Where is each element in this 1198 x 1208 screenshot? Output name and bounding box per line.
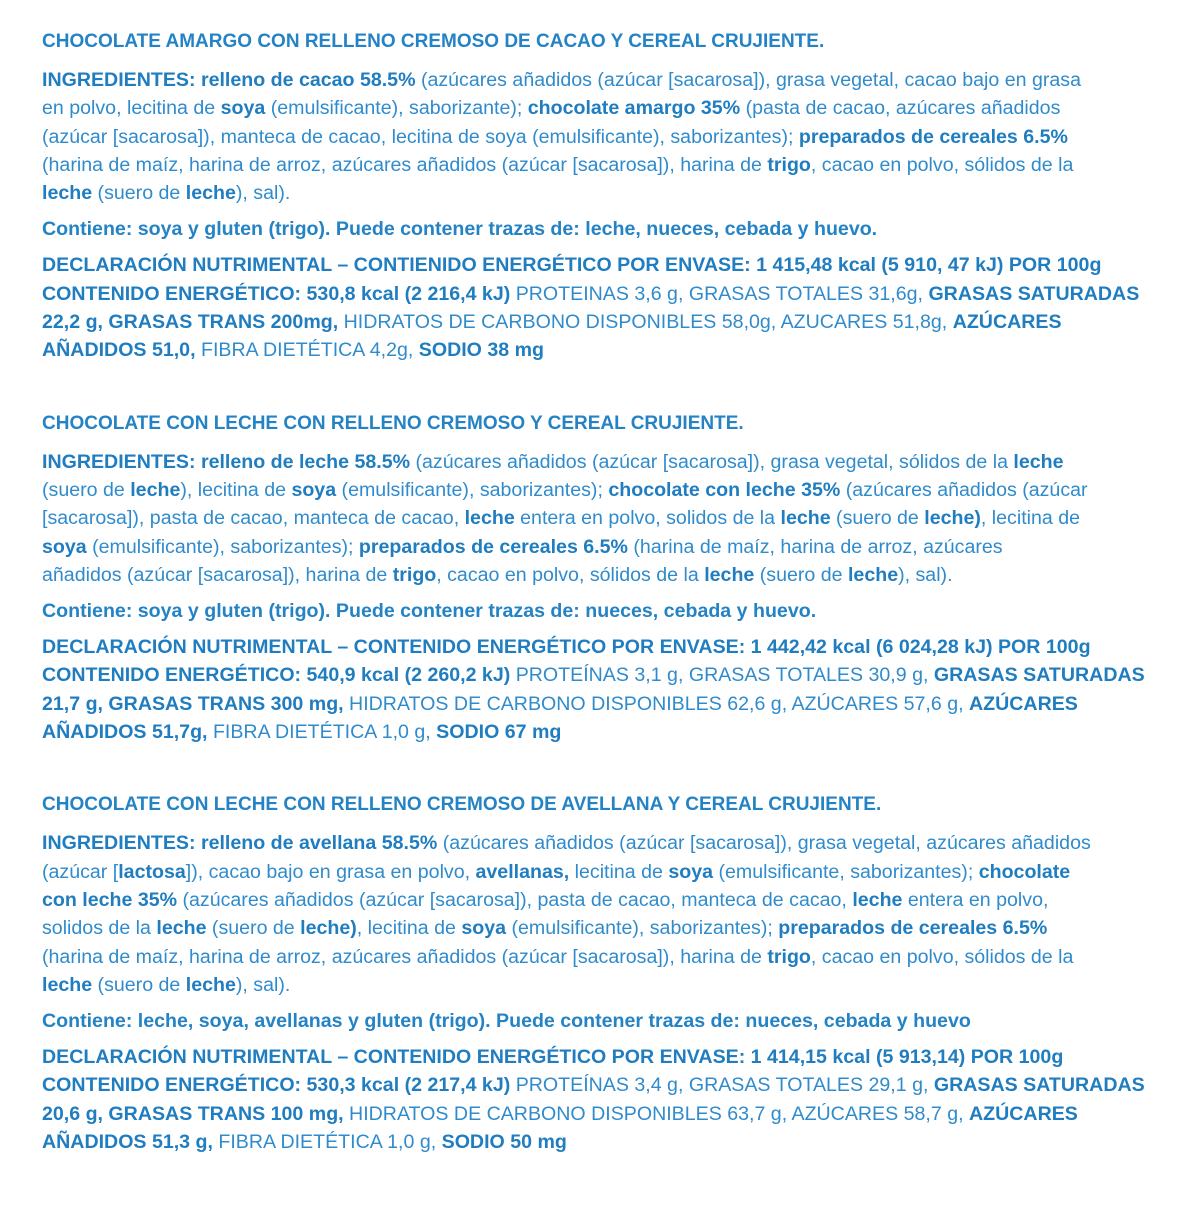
bold-text-run: leche: [130, 478, 181, 501]
bold-text-run: AÑADIDOS 51,0,: [42, 339, 196, 362]
allergen-statement: Contiene: leche, soya, avellanas y gluten (trigo). Puede contener trazas de: nueces, cebada y huevo: [42, 1010, 971, 1033]
bold-text-run: SODIO 67 mg: [436, 721, 562, 744]
text-run: (emulsificante), saborizante);: [265, 97, 528, 120]
text-run: (azúcares añadidos (azúcar [sacarosa]), grasa vegetal, cacao bajo en grasa: [415, 69, 1081, 91]
text-run: entera en polvo, solidos de la: [514, 507, 781, 530]
text-line: [42, 533, 1156, 561]
text-line: [42, 914, 1156, 942]
bold-text-run: soya: [220, 97, 266, 120]
product-section-dark-chocolate: [42, 28, 1156, 365]
text-line: [42, 476, 1156, 504]
bold-text-run: trigo: [392, 563, 437, 586]
bold-text-run: leche): [924, 507, 981, 530]
bold-text-run: CONTENIDO ENERGÉTICO: 530,3 kcal (2 217,4 kJ): [42, 1074, 511, 1097]
bold-text-run: leche: [852, 888, 903, 911]
text-run: (azúcares añadidos (azúcar [sacarosa]), pasta de cacao, manteca de cacao,: [177, 888, 853, 911]
bold-text-run: AZÚCARES: [969, 692, 1078, 715]
text-run: (azúcares añadidos (azúcar [sacarosa]), grasa vegetal, sólidos de la: [410, 450, 1014, 473]
text-line: [42, 179, 1156, 207]
text-run: (emulsificante), saborizantes);: [86, 535, 359, 558]
text-line: [42, 251, 1156, 279]
bold-text-run: soya: [291, 478, 337, 501]
text-run: FIBRA DIETÉTICA 1,0 g,: [212, 1131, 442, 1154]
text-run: entera en polvo,: [902, 888, 1049, 911]
bold-text-run: leche: [847, 563, 899, 586]
text-run: (azúcar [sacarosa]), manteca de cacao, lecitina de soya (emulsificante), saborizantes);: [42, 125, 799, 148]
allergen-statement: Contiene: soya y gluten (trigo). Puede contener trazas de: nueces, cebada y huevo.: [42, 600, 817, 623]
text-line: [42, 123, 1156, 151]
bold-text-run: con leche 35%: [42, 888, 178, 911]
text-run: , cacao en polvo, sólidos de la: [810, 153, 1074, 176]
bold-text-run: leche: [185, 973, 236, 996]
product-title: CHOCOLATE AMARGO CON RELLENO CREMOSO DE CACAO Y CEREAL CRUJIENTE.: [42, 31, 825, 52]
bold-text-run: leche: [780, 507, 831, 530]
text-line: [42, 661, 1156, 689]
text-line: [42, 1071, 1156, 1099]
bold-text-run: leche: [464, 507, 515, 530]
bold-text-run: chocolate: [978, 860, 1071, 883]
bold-text-run: AZÚCARES: [952, 311, 1062, 334]
nutrition-declaration: [42, 1043, 1156, 1156]
bold-text-run: INGREDIENTES: relleno de leche 58.5%: [42, 450, 411, 473]
text-run: HIDRATOS DE CARBONO DISPONIBLES 58,0g, AZUCARES 51,8g,: [338, 311, 953, 334]
text-run: ), lecitina de: [180, 478, 292, 501]
text-line: [42, 858, 1156, 886]
bold-text-run: DECLARACIÓN NUTRIMENTAL – CONTENIDO ENERGÉTICO POR ENVASE: 1 414,15 kcal (5 913,14) POR 100g: [42, 1046, 1064, 1069]
text-run: (emulsificante), saborizantes);: [506, 917, 779, 940]
text-run: FIBRA DIETÉTICA 4,2g,: [195, 339, 419, 362]
text-line: [42, 1128, 1156, 1156]
ingredients-paragraph: [42, 66, 1156, 207]
text-run: (suero de: [754, 563, 848, 586]
text-run: (suero de: [42, 478, 131, 501]
bold-text-run: soya: [668, 860, 713, 883]
text-line: [42, 94, 1156, 122]
bold-text-run: trigo: [767, 153, 811, 176]
text-line: [42, 971, 1156, 999]
text-line: [42, 633, 1156, 661]
text-run: , lecitina de: [980, 507, 1081, 530]
bold-text-run: INGREDIENTES: relleno de avellana 58.5%: [42, 832, 438, 855]
text-line: [42, 66, 1156, 94]
text-run: FIBRA DIETÉTICA 1,0 g,: [207, 721, 437, 744]
text-run: ), sal).: [235, 973, 291, 996]
text-run: ), sal).: [898, 563, 953, 586]
text-run: ), sal).: [235, 182, 291, 205]
text-run: (azúcares añadidos (azúcar [sacarosa]), grasa vegetal, azúcares añadidos: [437, 832, 1091, 855]
bold-text-run: CONTENIDO ENERGÉTICO: 540,9 kcal (2 260,2 kJ): [42, 664, 511, 687]
text-run: HIDRATOS DE CARBONO DISPONIBLES 62,6 g, AZÚCARES 57,6 g,: [343, 692, 970, 715]
bold-text-run: leche: [42, 182, 93, 205]
text-run: [sacarosa]), pasta de cacao, manteca de cacao,: [42, 507, 465, 530]
text-run: (suero de: [92, 182, 186, 205]
bold-text-run: leche: [704, 563, 755, 586]
bold-text-run: CONTENIDO ENERGÉTICO: 530,8 kcal (2 216,4 kJ): [42, 282, 511, 305]
bold-text-run: lactosa: [118, 860, 186, 883]
text-run: , cacao en polvo, sólidos de la: [810, 945, 1074, 968]
bold-text-run: leche: [1013, 450, 1064, 473]
text-line: [42, 1043, 1156, 1071]
bold-text-run: AÑADIDOS 51,3 g,: [42, 1131, 213, 1154]
text-run: (suero de: [206, 917, 301, 940]
text-line: [42, 1100, 1156, 1128]
text-run: (azúcar [: [42, 860, 119, 883]
text-run: HIDRATOS DE CARBONO DISPONIBLES 63,7 g, AZÚCARES 58,7 g,: [343, 1102, 970, 1125]
text-run: ]), cacao bajo en grasa en polvo,: [185, 860, 476, 883]
text-run: (emulsificante), saborizantes);: [336, 478, 609, 501]
bold-text-run: chocolate con leche 35%: [608, 478, 841, 501]
text-line: [42, 448, 1156, 476]
text-line: [42, 151, 1156, 179]
text-line: [42, 504, 1156, 532]
bold-text-run: leche: [156, 917, 207, 940]
bold-text-run: preparados de cereales 6.5%: [358, 535, 628, 558]
bold-text-run: leche: [185, 182, 236, 205]
product-section-milk-chocolate: [42, 410, 1156, 747]
product-title: CHOCOLATE CON LECHE CON RELLENO CREMOSO DE AVELLANA Y CEREAL CRUJIENTE.: [42, 794, 882, 816]
bold-text-run: soya: [42, 535, 87, 558]
ingredients-paragraph: [42, 829, 1156, 999]
text-run: (harina de maíz, harina de arroz, azúcares añadidos (azúcar [sacarosa]), harina de: [42, 153, 768, 176]
text-run: (suero de: [830, 507, 925, 530]
ingredients-paragraph: [42, 448, 1156, 589]
bold-text-run: GRASAS SATURADAS: [933, 664, 1145, 687]
text-run: (suero de: [92, 973, 186, 996]
product-title: CHOCOLATE CON LECHE CON RELLENO CREMOSO Y CEREAL CRUJIENTE.: [42, 412, 744, 434]
text-run: (emulsificante, saborizantes);: [713, 860, 979, 883]
bold-text-run: INGREDIENTES: relleno de cacao 58.5%: [42, 69, 416, 91]
bold-text-run: 21,7 g, GRASAS TRANS 300 mg,: [42, 692, 344, 715]
bold-text-run: GRASAS SATURADAS: [928, 282, 1140, 305]
bold-text-run: trigo: [767, 945, 811, 968]
allergen-statement: Contiene: soya y gluten (trigo). Puede contener trazas de: leche, nueces, cebada y huevo.: [42, 218, 878, 241]
text-run: , lecitina de: [356, 917, 462, 940]
bold-text-run: GRASAS SATURADAS: [933, 1074, 1145, 1097]
bold-text-run: SODIO 50 mg: [441, 1131, 567, 1154]
text-run: , cacao en polvo, sólidos de la: [436, 563, 705, 586]
text-run: PROTEÍNAS 3,1 g, GRASAS TOTALES 30,9 g,: [510, 664, 934, 687]
text-run: (azúcares añadidos (azúcar: [840, 478, 1088, 501]
text-run: (harina de maíz, harina de arroz, azúcares añadidos (azúcar [sacarosa]), harina de: [42, 945, 768, 968]
nutrition-declaration: [42, 633, 1156, 746]
text-run: en polvo, lecitina de: [42, 97, 221, 120]
bold-text-run: 22,2 g, GRASAS TRANS 200mg,: [42, 311, 339, 334]
text-line: [42, 690, 1156, 718]
bold-text-run: leche: [42, 973, 93, 996]
text-run: PROTEINAS 3,6 g, GRASAS TOTALES 31,6g,: [510, 282, 929, 305]
bold-text-run: 20,6 g, GRASAS TRANS 100 mg,: [42, 1102, 344, 1125]
text-line: [42, 829, 1156, 857]
bold-text-run: preparados de cereales 6.5%: [798, 125, 1068, 148]
bold-text-run: SODIO 38 mg: [418, 339, 544, 362]
bold-text-run: AÑADIDOS 51,7g,: [42, 721, 208, 744]
bold-text-run: preparados de cereales 6.5%: [778, 917, 1048, 940]
text-run: lecitina de: [569, 860, 669, 883]
bold-text-run: DECLARACIÓN NUTRIMENTAL – CONTENIDO ENERGÉTICO POR ENVASE: 1 442,42 kcal (6 024,28 kJ) POR 100g: [42, 636, 1091, 659]
bold-text-run: soya: [461, 917, 507, 940]
bold-text-run: chocolate amargo 35%: [527, 97, 741, 120]
nutrition-declaration: [42, 251, 1156, 364]
text-run: (pasta de cacao, azúcares añadidos: [740, 97, 1061, 120]
bold-text-run: avellanas,: [475, 860, 570, 883]
text-line: [42, 280, 1156, 308]
product-section-hazelnut-chocolate: [42, 791, 1156, 1156]
text-line: [42, 886, 1156, 914]
bold-text-run: AZÚCARES: [969, 1102, 1078, 1125]
text-line: [42, 943, 1156, 971]
text-line: [42, 336, 1156, 364]
text-run: solidos de la: [42, 917, 157, 940]
text-run: añadidos (azúcar [sacarosa]), harina de: [42, 563, 393, 586]
text-run: PROTEÍNAS 3,4 g, GRASAS TOTALES 29,1 g,: [510, 1074, 934, 1097]
text-line: [42, 718, 1156, 746]
text-line: [42, 561, 1156, 589]
text-line: [42, 308, 1156, 336]
bold-text-run: leche): [300, 917, 357, 940]
bold-text-run: DECLARACIÓN NUTRIMENTAL – CONTIENIDO ENERGÉTICO POR ENVASE: 1 415,48 kcal (5 910, 47 kJ) POR 100g: [42, 254, 1102, 277]
text-run: (harina de maíz, harina de arroz, azúcares: [627, 535, 1003, 558]
